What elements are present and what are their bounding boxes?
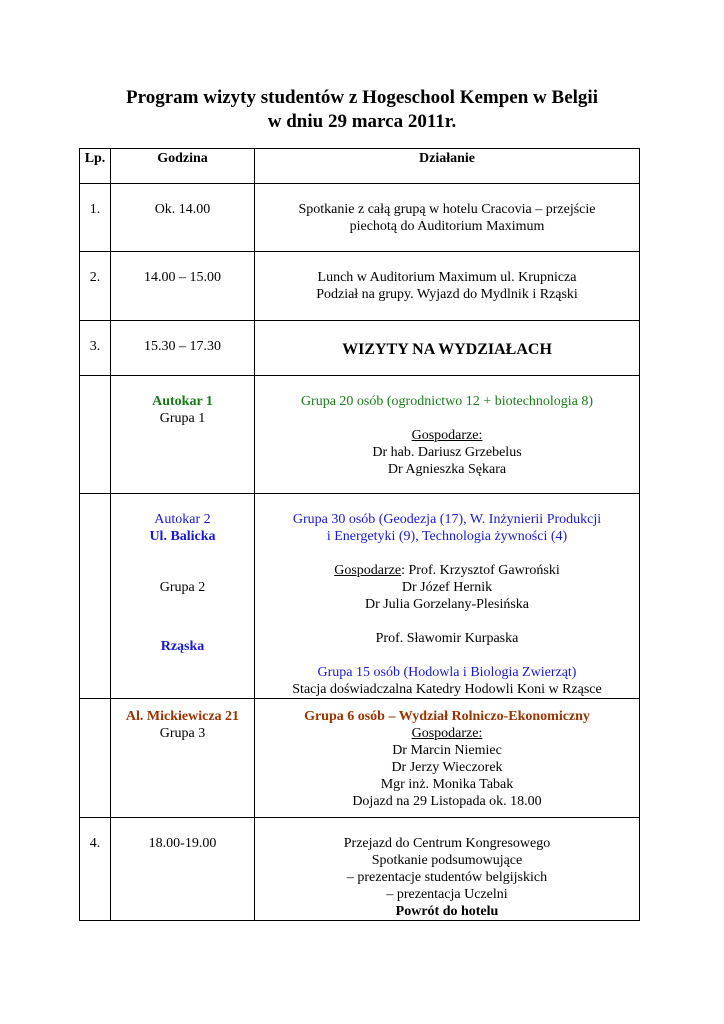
table-row — [80, 321, 640, 376]
row-time: Ok. 14.00 — [154, 202, 211, 217]
row-time: 15.30 – 17.30 — [144, 339, 221, 354]
location-label: Rząska — [160, 639, 205, 654]
host-name: Dr Jerzy Wieczorek — [391, 760, 503, 775]
group-label: Grupa 3 — [159, 726, 206, 741]
host-name: Dr hab. Dariusz Grzebelus — [372, 445, 522, 460]
bus-label: Autokar 2 — [154, 512, 211, 527]
title-line-1: Program wizyty studentów z Hogeschool Kempen w Belgii — [126, 87, 598, 108]
host-name: Dr Julia Gorzelany-Plesińska — [364, 597, 530, 612]
row-action-line: piechotą do Auditorium Maximum — [349, 219, 545, 234]
group-description: Grupa 6 osób – Wydział Rolniczo-Ekonomiczny — [304, 709, 590, 724]
table-row — [80, 699, 640, 818]
row-lp: 2. — [89, 270, 101, 285]
row-action-line: Spotkanie z całą grupą w hotelu Cracovia – przejście — [298, 202, 596, 217]
row-lp: 4. — [89, 836, 101, 851]
group-description: Grupa 20 osób (ogrodnictwo 12 + biotechnologia 8) — [300, 394, 594, 409]
row-lp: 3. — [89, 339, 101, 354]
group-description: i Energetyki (9), Technologia żywności (4) — [326, 529, 568, 544]
row-action-line: Podział na grupy. Wyjazd do Mydlnik i Rząski — [316, 287, 578, 302]
table-row — [80, 184, 640, 252]
host-name: Prof. Sławomir Kurpaska — [375, 631, 519, 646]
location-label: Ul. Balicka — [149, 529, 216, 544]
row-action-line: Spotkanie podsumowujące — [371, 853, 523, 868]
table-row — [80, 376, 640, 494]
row-time: 14.00 – 15.00 — [144, 270, 221, 285]
group-label: Grupa 2 — [159, 580, 206, 595]
station-description: Stacja doświadczalna Katedry Hodowli Koni w Rząsce — [292, 682, 602, 697]
hosts-label: Gospodarze: — [411, 726, 483, 741]
group-description: Grupa 15 osób (Hodowla i Biologia Zwierząt) — [317, 665, 577, 680]
row-lp: 1. — [89, 202, 101, 217]
table-row — [80, 494, 640, 699]
hosts-label: Gospodarze — [334, 563, 402, 578]
host-name: Dr Marcin Niemiec — [392, 743, 502, 758]
location-label: Al. Mickiewicza 21 — [125, 709, 240, 724]
host-name: Mgr inż. Monika Tabak — [380, 777, 514, 792]
table-header-row — [80, 149, 640, 184]
header-dzialanie: Działanie — [255, 149, 640, 184]
hosts-line — [259, 562, 635, 579]
group-label: Grupa 1 — [159, 411, 206, 426]
host-name: : Prof. Krzysztof Gawroński — [401, 563, 560, 578]
header-godzina: Godzina — [111, 149, 255, 184]
row-action-line: Przejazd do Centrum Kongresowego — [343, 836, 551, 851]
host-name: Dr Józef Hernik — [401, 580, 493, 595]
row-action-line: – prezentacja Uczelni — [386, 887, 508, 902]
group-description: Grupa 30 osób (Geodezja (17), W. Inżynierii Produkcji — [292, 512, 602, 527]
table-row — [80, 252, 640, 321]
bus-label: Autokar 1 — [152, 394, 213, 409]
row-action-line: Powrót do hotelu — [395, 904, 499, 919]
row-time: 18.00-19.00 — [148, 836, 217, 851]
row-action-line: Lunch w Auditorium Maximum ul. Krupnicza — [317, 270, 577, 285]
header-lp: Lp. — [80, 149, 111, 184]
title-line-2: w dniu 29 marca 2011r. — [267, 111, 457, 132]
document-title — [0, 86, 724, 134]
table-row — [80, 818, 640, 921]
row-action-line: – prezentacje studentów belgijskich — [346, 870, 548, 885]
host-name: Dr Agnieszka Sękara — [387, 462, 507, 477]
program-table — [79, 148, 640, 921]
hosts-label: Gospodarze: — [411, 428, 483, 443]
arrival-note: Dojazd na 29 Listopada ok. 18.00 — [352, 794, 542, 809]
section-heading: WIZYTY NA WYDZIAŁACH — [342, 341, 552, 358]
